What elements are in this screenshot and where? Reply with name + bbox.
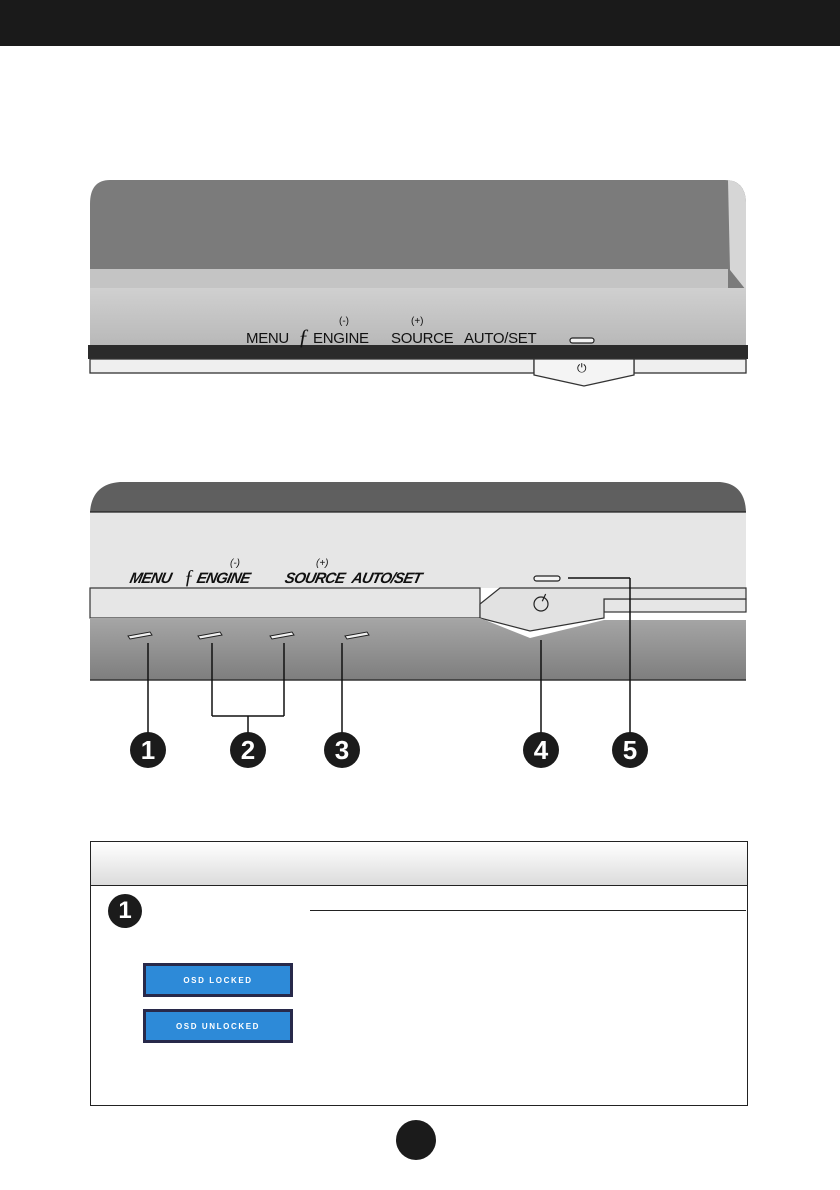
f-engine-minus-label: (-) [339, 316, 349, 327]
monitor-angled-view [0, 480, 840, 780]
callout-1: 1 [130, 732, 166, 768]
f-engine-button-label: ENGINE [313, 330, 369, 347]
control-table [90, 841, 748, 1106]
f-engine-icon: ƒ [298, 324, 309, 349]
callout-5: 5 [612, 732, 648, 768]
row-divider [310, 910, 746, 911]
menu-button-label: MENU [128, 570, 173, 587]
osd-locked-label: OSD LOCKED [146, 966, 290, 994]
auto-set-button-label: AUTO/SET [350, 570, 423, 587]
osd-unlocked-message [143, 1009, 293, 1043]
power-icon: ⏻ [577, 361, 587, 375]
page-number-badge [396, 1120, 436, 1160]
callout-4: 4 [523, 732, 559, 768]
f-engine-icon: ƒ [184, 566, 194, 588]
osd-locked-message [143, 963, 293, 997]
source-button-label: SOURCE [391, 330, 454, 347]
callout-3: 3 [324, 732, 360, 768]
f-engine-button-label: ENGINE [195, 570, 252, 587]
osd-unlocked-label: OSD UNLOCKED [146, 1012, 290, 1040]
callout-2: 2 [230, 732, 266, 768]
source-plus-label: (+) [411, 316, 424, 327]
header-bar [0, 0, 840, 46]
row-number-badge: 1 [108, 894, 142, 928]
source-button-label: SOURCE [283, 570, 347, 587]
source-plus-label: (+) [316, 558, 329, 569]
menu-button-label: MENU [246, 330, 289, 347]
auto-set-button-label: AUTO/SET [464, 330, 537, 347]
f-engine-minus-label: (-) [230, 558, 240, 569]
table-header [91, 842, 747, 886]
monitor-front-view [0, 178, 840, 393]
